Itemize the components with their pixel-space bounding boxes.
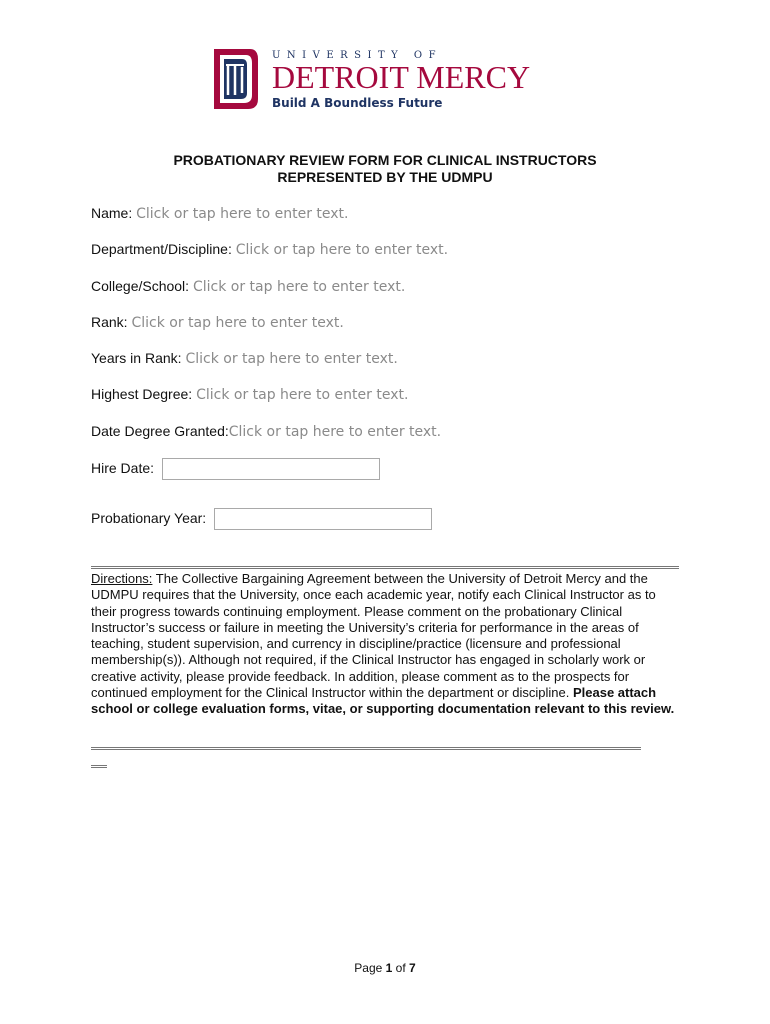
university-of-text: UNIVERSITY OF (272, 50, 443, 61)
tagline: Build A Boundless Future (272, 96, 443, 110)
udm-shield-icon (210, 47, 260, 111)
of-word: of (395, 961, 406, 975)
name-input[interactable]: Click or tap here to enter text. (136, 206, 349, 222)
name-label: Name: (91, 205, 133, 221)
page-footer (0, 961, 770, 975)
top-divider (91, 566, 679, 569)
bottom-divider (91, 747, 641, 750)
rank-input[interactable]: Click or tap here to enter text. (131, 315, 344, 331)
department-label: Department/Discipline: (91, 241, 232, 257)
highest-degree-label: Highest Degree: (91, 386, 193, 402)
university-logo (210, 47, 560, 115)
highest-degree-input[interactable]: Click or tap here to enter text. (196, 387, 409, 403)
years-in-rank-label: Years in Rank: (91, 350, 182, 366)
page-word: Page (354, 961, 383, 975)
probationary-year-field (91, 510, 432, 530)
hire-date-field (91, 460, 380, 480)
date-degree-granted-field (91, 423, 441, 440)
years-in-rank-field (91, 350, 398, 367)
directions-bold-note: Please attach school or college evaluation forms, vitae, or supporting documentation relevant to this review. (91, 685, 675, 717)
hire-date-input[interactable] (162, 458, 380, 480)
detroit-mercy-wordmark: DETROIT MERCY (272, 59, 531, 95)
years-in-rank-input[interactable]: Click or tap here to enter text. (185, 351, 398, 367)
rank-field (91, 314, 344, 331)
name-field (91, 205, 349, 222)
college-label: College/School: (91, 278, 190, 294)
date-degree-granted-label: Date Degree Granted: (91, 423, 229, 439)
hire-date-label: Hire Date: (91, 460, 155, 476)
highest-degree-field (91, 386, 408, 403)
date-degree-granted-input[interactable]: Click or tap here to enter text. (228, 424, 442, 440)
short-divider (91, 765, 107, 768)
college-input[interactable]: Click or tap here to enter text. (192, 279, 406, 295)
directions-paragraph (91, 571, 681, 718)
directions-heading: Directions: (91, 571, 153, 586)
directions-body: The Collective Bargaining Agreement between the University of Detroit Mercy and the UDMPU requires that the University, once each academic year, notify each Clinical Instructor as to their progress towards continuing employment. Please comment on the probationary Clinical Instructor’s success or failure in meeting the University’s criteria for performance in the areas of teaching, student supervision, and currency in discipline/practice (licensure and professional membership(s)). Although not required, if the Clinical Instructor has engaged in scholarly work or creative activity, please provide feedback. In addition, please comment as to the prospects for continued employment for the Clinical Instructor within the department or discipline. (91, 571, 656, 701)
current-page: 1 (385, 961, 393, 975)
rank-label: Rank: (91, 314, 128, 330)
department-field (91, 241, 448, 258)
form-title: PROBATIONARY REVIEW FORM FOR CLINICAL INSTRUCTORS REPRESENTED BY THE UDMPU (173, 152, 597, 185)
total-pages: 7 (409, 961, 416, 975)
department-input[interactable]: Click or tap here to enter text. (235, 242, 449, 258)
probationary-year-label: Probationary Year: (91, 510, 207, 526)
probationary-year-input[interactable] (214, 508, 432, 530)
college-field (91, 278, 405, 295)
